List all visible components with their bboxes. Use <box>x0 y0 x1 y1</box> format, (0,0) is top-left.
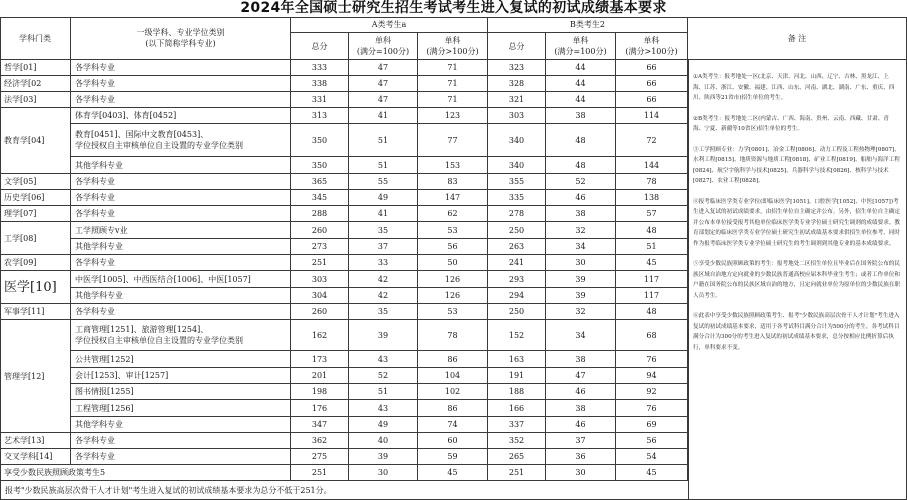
score-a-total: 275 <box>291 449 349 465</box>
score-a-s100: 51 <box>349 157 418 174</box>
category-cell: 管理学[12] <box>0 320 71 433</box>
score-a-s100: 49 <box>349 190 418 206</box>
header-b-total-label: 总分 <box>508 41 525 51</box>
major-cell: 体育学[0403]、体育[0452] <box>71 108 291 124</box>
major-cell: 其他学科专业 <box>71 239 291 255</box>
score-b-total: 323 <box>488 60 546 76</box>
major-cell: 各学科专业 <box>71 60 291 76</box>
major-cell <box>71 320 291 351</box>
score-b-s100: 34 <box>546 320 616 351</box>
major-cell: 公共管理[1252] <box>71 351 291 368</box>
header-b-single-label: 单科 <box>572 36 589 45</box>
score-b-total: 335 <box>488 190 546 206</box>
major-cell: 各学科专业 <box>71 255 291 271</box>
score-b-sgt: 57 <box>616 206 688 222</box>
score-b-s100: 39 <box>546 271 616 288</box>
major-cell: 图书情报[1255] <box>71 384 291 400</box>
header-group-b <box>488 17 688 33</box>
score-b-s100: 38 <box>546 108 616 124</box>
category-cell: 艺术学[13] <box>0 433 71 449</box>
score-b-total: 337 <box>488 417 546 433</box>
header-category-label: 学科门类 <box>19 33 51 43</box>
score-b-sgt: 144 <box>616 157 688 174</box>
score-a-s100: 41 <box>349 108 418 124</box>
major-line2: 学位授权自主审核单位自主设置的专业学位类别 <box>75 141 243 150</box>
score-a-total: 333 <box>291 60 349 76</box>
score-a-total: 260 <box>291 222 349 239</box>
score-a-total: 313 <box>291 108 349 124</box>
category-cell: 经济学[02 <box>0 76 71 92</box>
score-b-total: 263 <box>488 239 546 255</box>
score-b-sgt: 54 <box>616 449 688 465</box>
score-b-s100: 32 <box>546 304 616 320</box>
header-a-single-gt100 <box>418 33 488 60</box>
score-a-sgt: 50 <box>418 255 488 271</box>
score-b-sgt: 66 <box>616 60 688 76</box>
note-1: ①A类考生：报考地处一区(北京、天津、河北、山西、辽宁、吉林、黑龙江、上海、江苏、浙江、安徽、福建、江西、山东、河南、湖北、湖南、广东、重庆、四川、陕西等21省市)招生单位的考生。 <box>693 74 895 101</box>
header-a-single-label: 单科 <box>375 36 391 45</box>
score-a-sgt: 126 <box>418 271 488 288</box>
header-major-line1: 一级学科、专业学位类别 <box>136 28 225 37</box>
score-b-sgt: 76 <box>616 351 688 368</box>
major-cell: 各学科专业 <box>71 449 291 465</box>
score-b-s100: 44 <box>546 60 616 76</box>
score-a-s100: 49 <box>349 417 418 433</box>
score-b-total: 191 <box>488 368 546 384</box>
score-b-s100: 46 <box>546 384 616 400</box>
score-b-total: 166 <box>488 400 546 417</box>
score-a-sgt: 71 <box>418 76 488 92</box>
score-b-s100: 36 <box>546 449 616 465</box>
major-line1: 教育[0451]、国际中文教育[0453]、 <box>75 130 209 139</box>
score-b-sgt: 72 <box>616 124 688 157</box>
score-a-s100: 37 <box>349 239 418 255</box>
score-a-s100: 30 <box>349 465 418 481</box>
score-b-sgt: 56 <box>616 433 688 449</box>
note-2: ②B类考生：报考地处二区(内蒙古、广西、海南、贵州、云南、西藏、甘肃、青海、宁夏、新疆等10省区)招生单位的考生。 <box>693 115 889 132</box>
score-b-total: 294 <box>488 288 546 304</box>
header-a-total-label: 总分 <box>311 41 328 51</box>
header-a-total <box>291 33 349 60</box>
score-b-sgt: 76 <box>616 400 688 417</box>
minority-policy-cell: 享受少数民族照顾政策考生5 <box>0 465 291 481</box>
remarks-panel <box>688 60 907 500</box>
score-b-sgt: 66 <box>616 92 688 108</box>
category-cell: 农学[09] <box>0 255 71 271</box>
score-a-s100: 47 <box>349 60 418 76</box>
score-b-total: 328 <box>488 76 546 92</box>
score-b-sgt: 114 <box>616 108 688 124</box>
score-b-sgt: 68 <box>616 320 688 351</box>
page-title: 2024年全国硕士研究生招生考试考生进入复试的初试成绩基本要求 <box>240 0 667 16</box>
score-a-total: 304 <box>291 288 349 304</box>
score-a-s100: 51 <box>349 124 418 157</box>
score-b-sgt: 48 <box>616 222 688 239</box>
score-a-total: 345 <box>291 190 349 206</box>
score-a-s100: 40 <box>349 433 418 449</box>
score-b-total: 250 <box>488 222 546 239</box>
header-group-a-label: A类考生a <box>371 20 407 29</box>
score-b-s100: 46 <box>546 417 616 433</box>
score-b-total: 188 <box>488 384 546 400</box>
header-category <box>0 17 71 60</box>
score-a-sgt: 45 <box>418 465 488 481</box>
category-cell: 哲学[01] <box>0 60 71 76</box>
header-major-line2: (以下简称学科专业) <box>145 39 216 48</box>
note-4: ④报考临床医学类专业学位(即临床医学[1051]、口腔医学[1052]、中医[1057])考生进入复试的初试成绩要求，由招生单位自主确定并公布。另外，招生单位自主确定并公布本单位接受报考其他单位临床医学类专业学位硕士研究生调剂的成绩要求。教育部划定的临床医学类专业学位硕士研究生初试成绩基本要求供招生单位参考，同时作为报考临床医学类专业学位硕士研究生的考生调剂到其他专业的基本成绩要求。 <box>693 198 900 247</box>
score-a-total: 273 <box>291 239 349 255</box>
score-a-total: 198 <box>291 384 349 400</box>
score-b-total: 293 <box>488 271 546 288</box>
score-b-total: 265 <box>488 449 546 465</box>
header-b-single-gt-sub: (满分>100分) <box>625 47 678 56</box>
score-b-sgt: 92 <box>616 384 688 400</box>
score-b-total: 163 <box>488 351 546 368</box>
score-b-total: 251 <box>488 465 546 481</box>
major-cell: 工程管理[1256] <box>71 400 291 417</box>
score-b-sgt: 138 <box>616 190 688 206</box>
header-b-single-sub: (满分=100分) <box>554 47 607 56</box>
major-cell <box>71 124 291 157</box>
score-a-total: 350 <box>291 124 349 157</box>
score-a-sgt: 60 <box>418 433 488 449</box>
major-cell: 工学照顾专v业 <box>71 222 291 239</box>
score-b-total: 321 <box>488 92 546 108</box>
score-a-s100: 33 <box>349 255 418 271</box>
score-a-s100: 39 <box>349 449 418 465</box>
score-a-s100: 55 <box>349 174 418 190</box>
header-group-b-label: B类考生2 <box>570 20 605 29</box>
major-cell: 各学科专业 <box>71 174 291 190</box>
category-cell: 工学[08] <box>0 222 71 255</box>
score-b-s100: 38 <box>546 351 616 368</box>
header-remarks <box>688 17 907 60</box>
score-b-s100: 52 <box>546 174 616 190</box>
score-a-total: 176 <box>291 400 349 417</box>
score-a-sgt: 53 <box>418 222 488 239</box>
score-a-total: 362 <box>291 433 349 449</box>
score-b-sgt: 45 <box>616 255 688 271</box>
score-a-sgt: 78 <box>418 320 488 351</box>
score-b-total: 355 <box>488 174 546 190</box>
category-cell: 历史学[06] <box>0 190 71 206</box>
score-a-s100: 52 <box>349 368 418 384</box>
score-a-s100: 47 <box>349 92 418 108</box>
category-cell: 医学[10] <box>0 271 71 304</box>
score-a-sgt: 147 <box>418 190 488 206</box>
header-group-a <box>291 17 488 33</box>
score-b-s100: 46 <box>546 190 616 206</box>
category-cell: 法学[03] <box>0 92 71 108</box>
score-b-total: 352 <box>488 433 546 449</box>
score-a-total: 201 <box>291 368 349 384</box>
score-a-sgt: 74 <box>418 417 488 433</box>
header-b-total <box>488 33 546 60</box>
score-a-sgt: 102 <box>418 384 488 400</box>
score-a-sgt: 86 <box>418 400 488 417</box>
score-a-sgt: 153 <box>418 157 488 174</box>
major-cell: 各学科专业 <box>71 433 291 449</box>
score-a-total: 288 <box>291 206 349 222</box>
score-b-sgt: 51 <box>616 239 688 255</box>
note-5: ⑤享受少数民族照顾政策的考生：报考地处二区招生单位且毕业后在国务院公布的民族区域自治地方定向就业的少数民族普通高校应届本科毕业生考生；或者工作单位和户籍在国务院公布的民族区域自治的地方，且定向就业单位为原单位的少数民族在职人员考生。 <box>693 261 900 299</box>
score-b-s100: 48 <box>546 124 616 157</box>
header-a-single-gt-label: 单科 <box>444 36 461 45</box>
score-b-s100: 32 <box>546 222 616 239</box>
score-a-s100: 42 <box>349 288 418 304</box>
score-b-s100: 30 <box>546 465 616 481</box>
major-cell: 各学科专业 <box>71 206 291 222</box>
score-a-total: 173 <box>291 351 349 368</box>
category-cell: 文学[05] <box>0 174 71 190</box>
score-b-sgt: 117 <box>616 288 688 304</box>
score-b-sgt: 94 <box>616 368 688 384</box>
score-a-s100: 35 <box>349 304 418 320</box>
score-b-s100: 44 <box>546 92 616 108</box>
score-a-sgt: 59 <box>418 449 488 465</box>
score-b-sgt: 69 <box>616 417 688 433</box>
major-line1: 工商管理[1251]、旅游管理[1254]、 <box>75 325 209 334</box>
score-b-s100: 38 <box>546 206 616 222</box>
score-a-sgt: 71 <box>418 60 488 76</box>
header-remarks-label: 备 注 <box>787 33 807 43</box>
score-b-total: 250 <box>488 304 546 320</box>
score-b-s100: 37 <box>546 433 616 449</box>
score-a-s100: 43 <box>349 351 418 368</box>
score-a-total: 303 <box>291 271 349 288</box>
major-cell: 其他学科专业 <box>71 288 291 304</box>
score-b-sgt: 45 <box>616 465 688 481</box>
note-3: ③工学照顾专业：力学[0801]、冶金工程[0806]、动力工程及工程热物理[0807]、水利工程[0815]、地质资源与地质工程[0818]、矿业工程[0819]、船舶与海洋工程[0824]、航空宇航科学与技术[0825]、兵器科学与技术[0826]、核科学与技术[0827]、农业工程[0828]。 <box>693 146 900 184</box>
header-b-single-gt-label: 单科 <box>643 36 660 45</box>
score-a-sgt: 71 <box>418 92 488 108</box>
header-major <box>71 17 291 60</box>
score-a-sgt: 104 <box>418 368 488 384</box>
score-b-s100: 39 <box>546 288 616 304</box>
major-cell: 其他学科专业 <box>71 417 291 433</box>
score-a-total: 350 <box>291 157 349 174</box>
major-cell: 各学科专业 <box>71 304 291 320</box>
header-a-single-gt-sub: (满分>100分) <box>426 47 479 56</box>
category-cell: 教育学[04] <box>0 108 71 174</box>
score-b-s100: 34 <box>546 239 616 255</box>
score-a-s100: 39 <box>349 320 418 351</box>
score-a-s100: 42 <box>349 271 418 288</box>
score-a-sgt: 83 <box>418 174 488 190</box>
score-a-s100: 43 <box>349 400 418 417</box>
score-a-total: 338 <box>291 76 349 92</box>
score-a-sgt: 123 <box>418 108 488 124</box>
score-b-s100: 48 <box>546 157 616 174</box>
major-cell: 其他学科专业 <box>71 157 291 174</box>
score-a-total: 251 <box>291 465 349 481</box>
category-cell: 交叉学科[14] <box>0 449 71 465</box>
score-b-total: 278 <box>488 206 546 222</box>
score-a-total: 347 <box>291 417 349 433</box>
footer-note: 报考"少数民族高层次骨干人才计划"考生进入复试的初试成绩基本要求为总分不低于251分。 <box>0 481 688 500</box>
score-a-sgt: 56 <box>418 239 488 255</box>
score-b-sgt: 117 <box>616 271 688 288</box>
score-a-sgt: 126 <box>418 288 488 304</box>
score-b-total: 340 <box>488 157 546 174</box>
score-a-s100: 47 <box>349 76 418 92</box>
score-b-s100: 38 <box>546 400 616 417</box>
score-a-sgt: 86 <box>418 351 488 368</box>
major-cell: 中医学[1005]、中西医结合[1006]、中医[1057] <box>71 271 291 288</box>
header-a-single-sub: (满分=100分) <box>356 47 410 56</box>
score-a-sgt: 62 <box>418 206 488 222</box>
score-a-s100: 35 <box>349 222 418 239</box>
category-cell: 军事学[11] <box>0 304 71 320</box>
note-6: ⑥此表中享受少数民族照顾政策考生、报考"少数民族高层次骨干人才计划"考生进入复试的初试成绩基本要求，适用于各考试科目满分合计为500分的考生。各考试科目满分合计为300分的考生进入复试的初试成绩基本要求，总分按相应比例折算后执行，单科要求不变。 <box>693 313 900 351</box>
major-cell: 各学科专业 <box>71 92 291 108</box>
score-b-s100: 47 <box>546 368 616 384</box>
header-b-single-100 <box>546 33 616 60</box>
category-cell: 理学[07] <box>0 206 71 222</box>
major-cell: 各学科专业 <box>71 190 291 206</box>
score-b-s100: 30 <box>546 255 616 271</box>
score-a-total: 365 <box>291 174 349 190</box>
major-line2: 学位授权自主审核单位自主设置的专业学位类别 <box>75 336 243 345</box>
score-b-total: 340 <box>488 124 546 157</box>
header-b-single-gt100 <box>616 33 688 60</box>
score-a-sgt: 77 <box>418 124 488 157</box>
score-b-total: 152 <box>488 320 546 351</box>
score-a-total: 251 <box>291 255 349 271</box>
score-a-total: 162 <box>291 320 349 351</box>
score-b-sgt: 48 <box>616 304 688 320</box>
score-a-total: 331 <box>291 92 349 108</box>
score-b-sgt: 78 <box>616 174 688 190</box>
score-b-total: 303 <box>488 108 546 124</box>
score-b-total: 241 <box>488 255 546 271</box>
score-a-total: 260 <box>291 304 349 320</box>
score-a-sgt: 53 <box>418 304 488 320</box>
score-a-s100: 41 <box>349 206 418 222</box>
header-a-single-100 <box>349 33 418 60</box>
score-b-sgt: 66 <box>616 76 688 92</box>
major-cell: 各学科专业 <box>71 76 291 92</box>
score-b-s100: 44 <box>546 76 616 92</box>
score-a-s100: 51 <box>349 384 418 400</box>
major-cell: 会计[1253]、审计[1257] <box>71 368 291 384</box>
